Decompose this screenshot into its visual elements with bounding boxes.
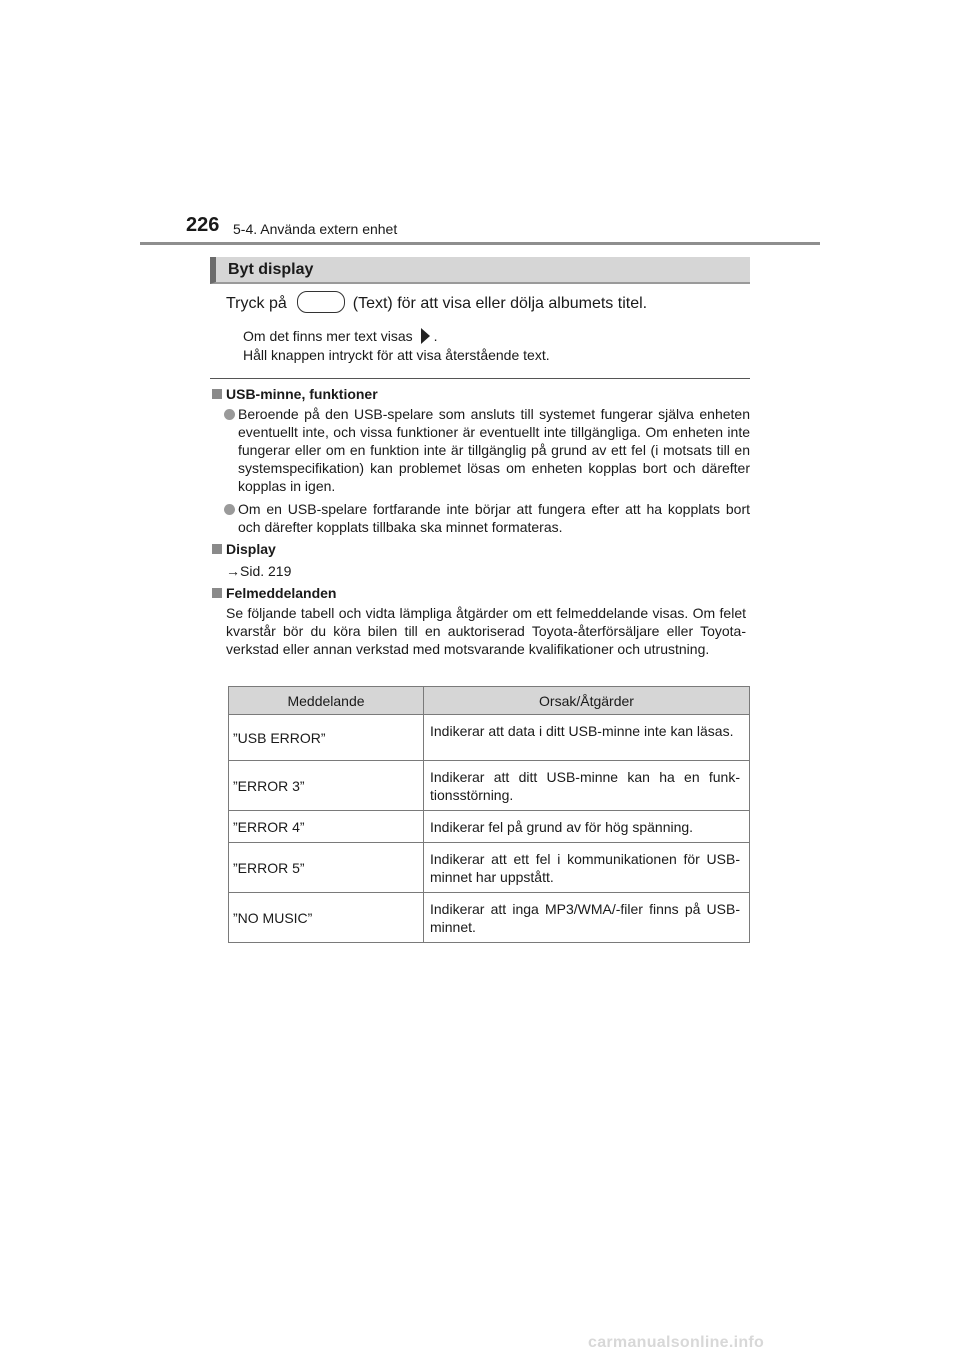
subhead-display-label: Display	[226, 541, 276, 557]
cell-action: Indikerar att inga MP3/WMA/-filer finns på USB-minnet.	[424, 893, 750, 943]
circle-bullet-icon	[224, 409, 235, 420]
bullet-item	[222, 405, 750, 495]
table-header-row	[229, 687, 750, 715]
subhead-errors	[212, 585, 336, 601]
errors-intro: Se följande tabell och vidta lämpliga åtgärder om ett felmeddelande visas. Om felet kvarstår bör du köra bilen till en auktoriserad Toyota-återförsäljare eller Toyota-verkstad eller annan verkstad med motsvarande kvalifikationer och utrustning.	[226, 605, 746, 657]
subhead-usb-label: USB-minne, funktioner	[226, 386, 378, 402]
cell-action: Indikerar att data i ditt USB-minne inte kan läsas.	[424, 715, 750, 761]
watermark: carmanualsonline.info	[588, 1334, 765, 1351]
error-message-table	[228, 686, 750, 943]
header-rule	[140, 242, 820, 245]
note-hold-button: Håll knappen intryckt för att visa återstående text.	[243, 347, 550, 363]
column-header-action: Orsak/Åtgärder	[424, 687, 750, 715]
square-bullet-icon	[212, 544, 222, 554]
cell-message: ”USB ERROR”	[229, 715, 424, 761]
section-rule	[210, 378, 750, 379]
note-before: Om det finns mer text visas	[243, 328, 413, 344]
section-header-bar	[210, 257, 750, 284]
table-row	[229, 811, 750, 843]
page-number: 226	[186, 214, 220, 236]
subhead-errors-label: Felmeddelanden	[226, 585, 337, 601]
subhead-usb	[212, 386, 378, 402]
table-row	[229, 715, 750, 761]
bullet-text: Beroende på den USB-spelare som ansluts till systemet fungerar själva enheten eventuellt inte, och vissa funktioner är eventuellt inte tillgängliga. Om enheten inte fungerar eller om en funktion inte är tillgänglig på grund av ett fel (i motsats till en systemspecifikation) kan problemet lösas om enheten kopplas bort och därefter kopplas in igen.	[238, 406, 750, 494]
chapter-title: 5-4. Använda extern enhet	[233, 221, 398, 237]
cell-message: ”ERROR 3”	[229, 761, 424, 811]
table-row	[229, 761, 750, 811]
arrow-right-icon	[421, 328, 430, 344]
table-row	[229, 843, 750, 893]
table-row	[229, 893, 750, 943]
square-bullet-icon	[212, 389, 222, 399]
instruction-text	[226, 293, 647, 315]
instruction-before: Tryck på	[226, 295, 287, 313]
note-after: .	[433, 328, 438, 344]
bullet-text: Om en USB-spelare fortfarande inte börjar att fungera efter att ha kopplats bort och därefter kopplats tillbaka ska minnet formateras.	[238, 501, 750, 535]
cell-action: Indikerar att ett fel i kommunikationen för USB-minnet har uppstått.	[424, 843, 750, 893]
circle-bullet-icon	[224, 504, 235, 515]
section-title: Byt display	[228, 261, 314, 278]
cell-message: ”ERROR 5”	[229, 843, 424, 893]
square-bullet-icon	[212, 588, 222, 598]
cell-action: Indikerar fel på grund av för hög spänning.	[424, 811, 750, 843]
note-more-text	[243, 328, 438, 345]
bullet-item	[222, 500, 750, 536]
text-button-icon	[297, 291, 345, 313]
cell-action: Indikerar att ditt USB-minne kan ha en funk- tionsstörning.	[424, 761, 750, 811]
instruction-after: (Text) för att visa eller dölja albumets titel.	[352, 295, 648, 313]
subhead-display	[212, 541, 276, 557]
cell-message: ”ERROR 4”	[229, 811, 424, 843]
page-reference: →Sid. 219	[226, 563, 292, 579]
cell-message: ”NO MUSIC”	[229, 893, 424, 943]
column-header-message: Meddelande	[229, 687, 424, 715]
